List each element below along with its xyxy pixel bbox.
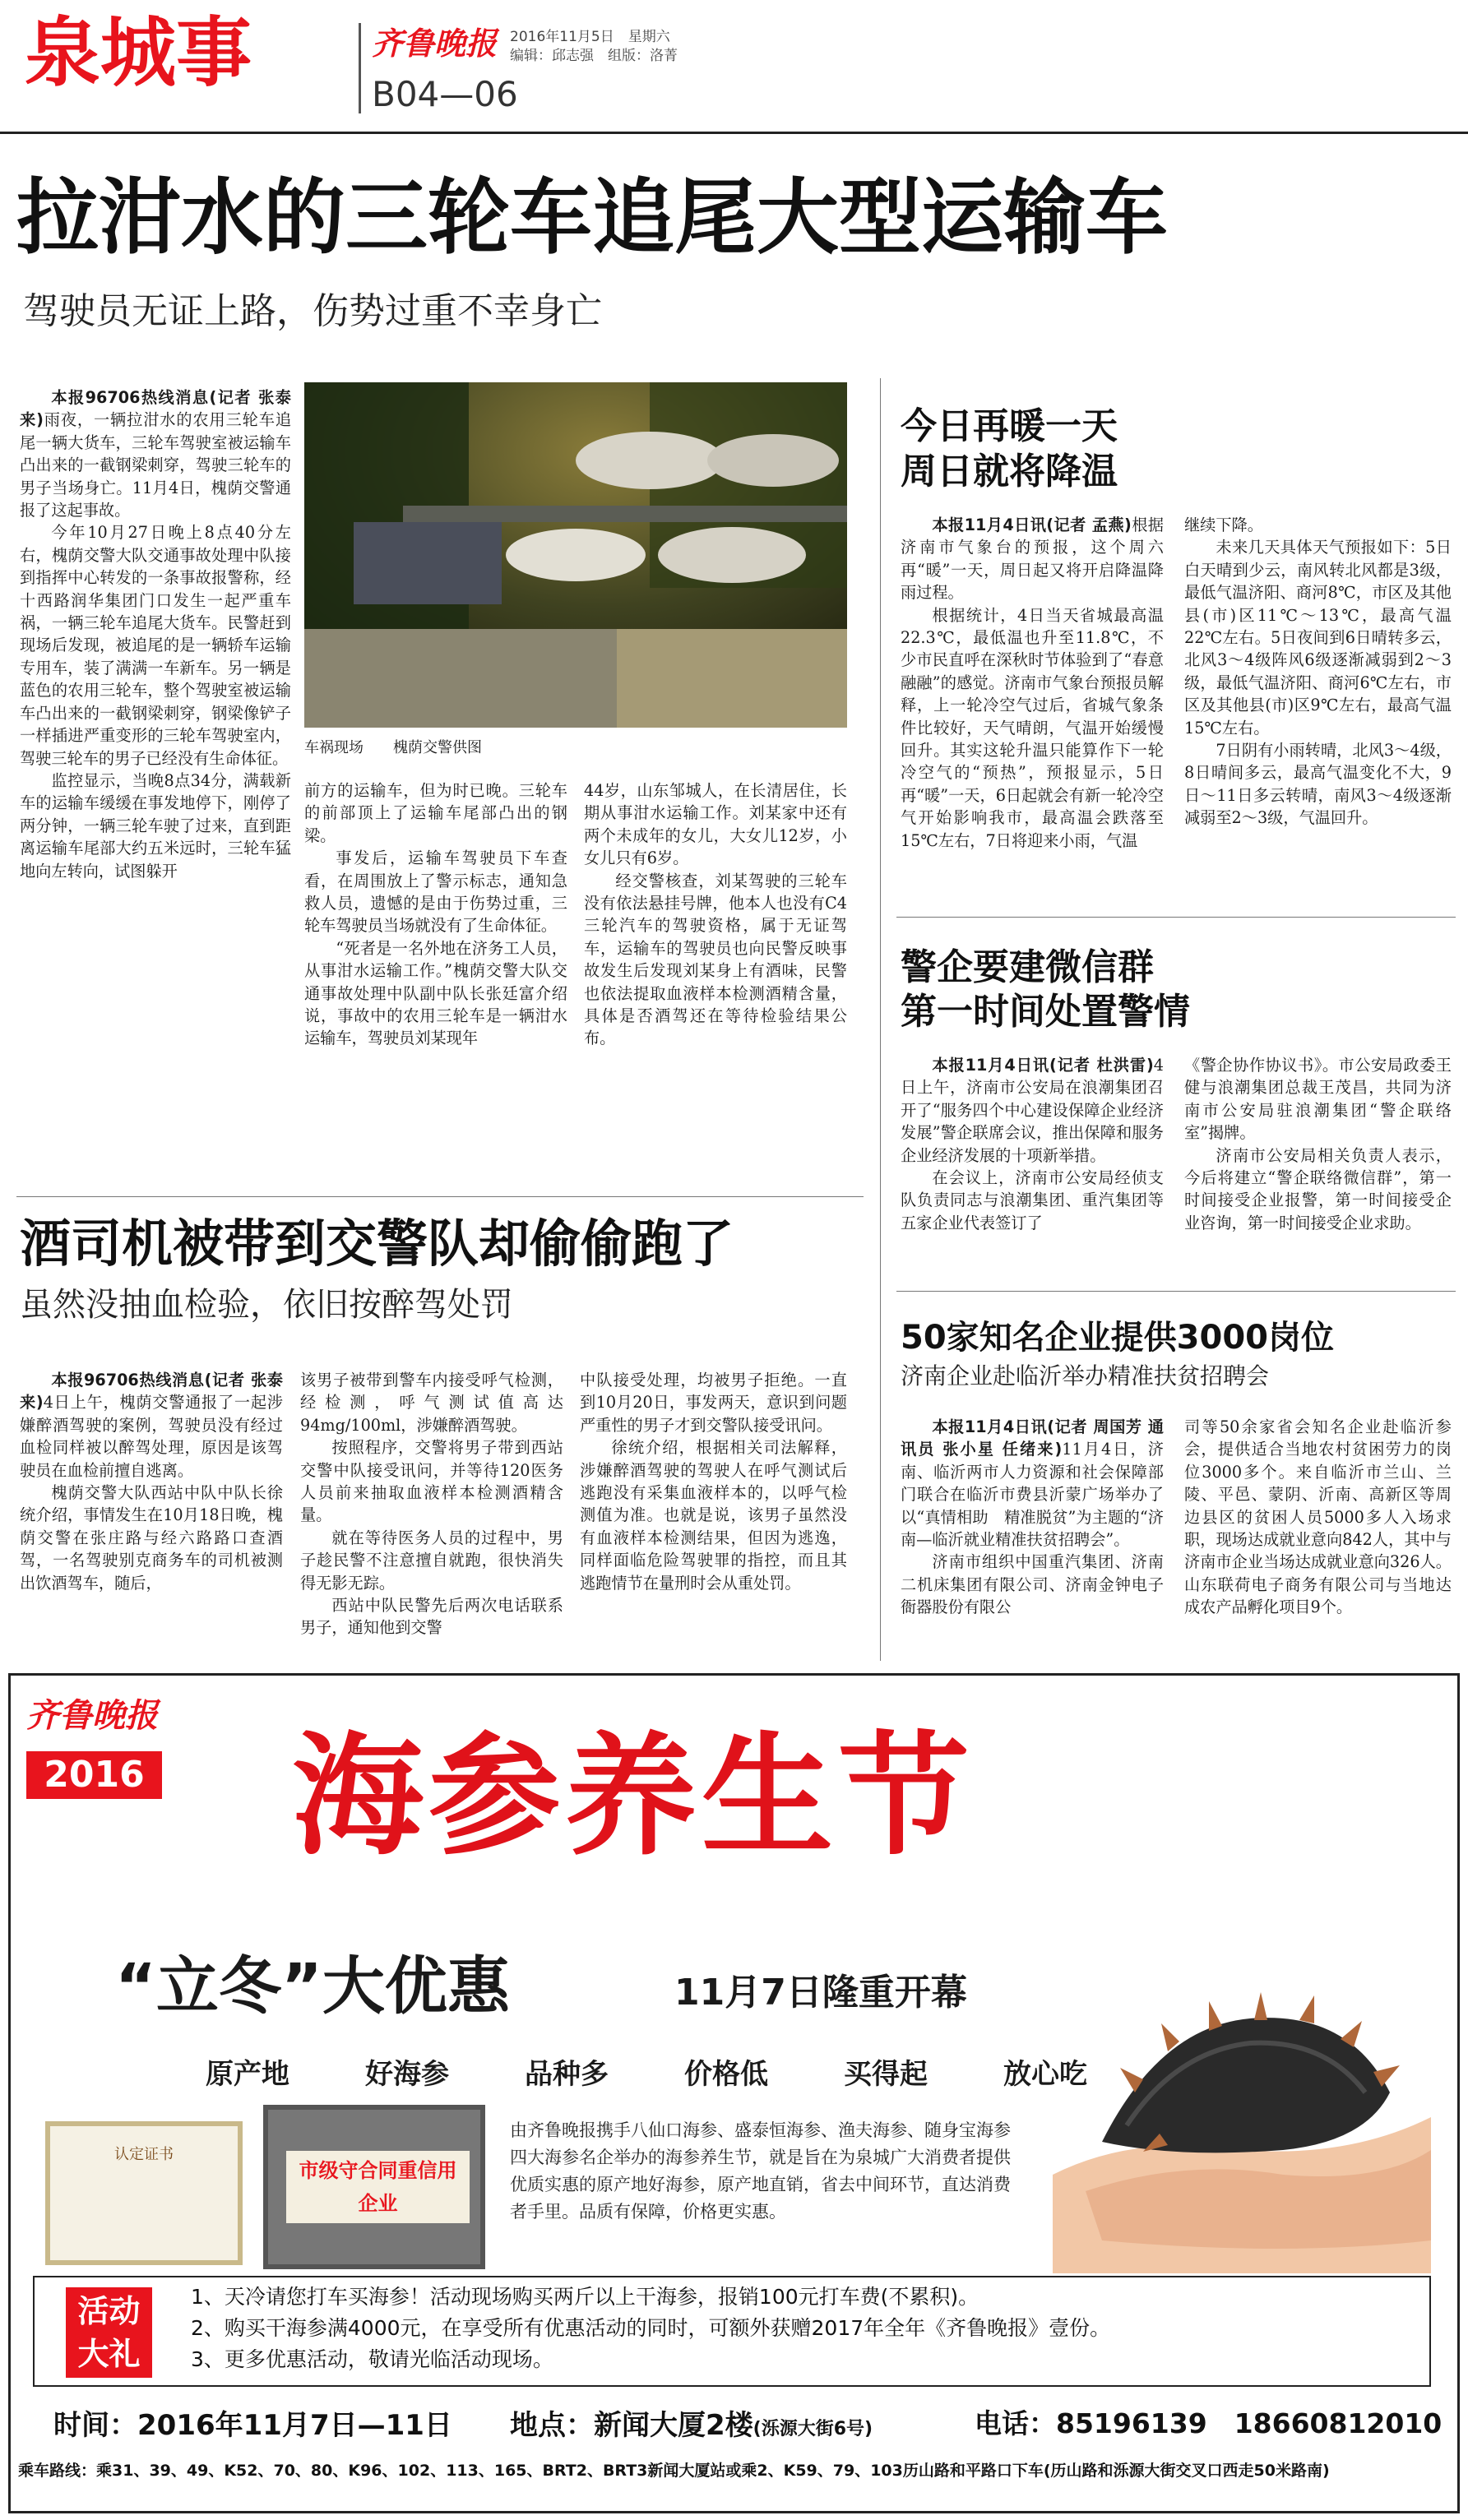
jobs-lead: 本报11月4日讯(记者 周国芳 通讯员 张小星 任绪来): [901, 1417, 1164, 1459]
page-number: B04—06: [372, 74, 518, 114]
ad-logo: 齐鲁晚报: [26, 1696, 158, 1735]
paper-logo: 齐鲁晚报: [372, 25, 498, 62]
weather-col2: [1184, 514, 1452, 830]
feature-item: 好海参: [365, 2058, 449, 2091]
drunk-para7: 中队接受处理，均被男子拒绝。一直到10月20日，事发两天，意识到问题严重性的男子才到交警队接受讯问。: [580, 1371, 847, 1435]
police-para2: 在会议上，济南市公安局经侦支队负责同志与浪潮集团、重汽集团等五家企业代表签订了: [901, 1168, 1164, 1232]
vertical-divider: [880, 378, 881, 1661]
issue-date: 2016年11月5日 星期六: [510, 29, 670, 45]
certificate-2-text: 市级守合同重信用企业: [286, 2151, 470, 2223]
feature-item: 放心吃: [1003, 2058, 1087, 2091]
story1-lead: 本报96706热线消息(记者 张泰来): [20, 388, 291, 430]
drunk-col2: [300, 1369, 563, 1639]
weather-headline-2: 周日就将降温: [901, 451, 1118, 492]
story1-para3: 监控显示，当晚8点34分，满载新车的运输车缓缓在事发地停下，刚停了两分钟，一辆三轮车驶了过来，直到距离运输车尾部大约五米远时，三轮车猛地向左转向，试图躲开: [20, 770, 291, 881]
jobs-para3: 司等50余家省会知名企业赴临沂参会，提供适合当地农村贫困劳力的岗位3000多个。来自临沂市兰山、兰陵、平邑、蒙阴、沂南、高新区等周边县区的贫困人员5000多人入场求职，现场达成就业意向842人，其中与济南市企业当场达成就业意向326人。山东联荷电子商务有限公司与当地达成农产品孵化项目9个。: [1184, 1417, 1452, 1617]
accident-photo-svg: [304, 382, 847, 728]
drunk-headline: 酒司机被带到交警队却偷偷跑了: [20, 1214, 734, 1274]
story1-para4: 前方的运输车，但为时已晚。三轮车的前部顶上了运输车尾部凸出的钢梁。: [304, 781, 567, 845]
drunk-para4: 按照程序，交警将男子带到西站交警中队接受讯问，并等待120医务人员前来抽取血液样本检测酒精含量。: [300, 1438, 563, 1525]
weather-col1: [901, 514, 1164, 852]
weather-para4: 未来几天具体天气预报如下：5日白天晴到少云，南风转北风都是3级，最低气温济阳、商河8℃，市区及其他县(市)区11℃～13℃，最高气温22℃左右。5日夜间到6日晴转多云，北风3～4级阵风6级逐渐减弱到2～3级，最低气温济阳、商河6℃左右，市区及其他县(市)区9℃左右，最高气温15℃左右。: [1184, 538, 1452, 738]
certificate-1-text: 认定证书: [114, 2146, 174, 2163]
story1-col3: [584, 779, 847, 1050]
activity-item: 2、购买干海参满4000元，在享受所有优惠活动的同时，可额外获赠2017年全年《齐鲁晚报》壹份。: [191, 2316, 1111, 2340]
police-headline-2: 第一时间处置警情: [901, 991, 1190, 1033]
activity-item: 3、更多优惠活动，敬请光临活动现场。: [191, 2347, 553, 2371]
drunk-para5: 就在等待医务人员的过程中，男子趁民警不注意擅自就跑，很快消失得无影无踪。: [300, 1528, 563, 1593]
story1-para6: “死者是一名外地在济务工人员，从事泔水运输工作。”槐荫交警大队交通事故处理中队副中队长张廷富介绍说，事故中的农用三轮车是一辆泔水运输车，驾驶员刘某现年: [304, 938, 567, 1048]
jobs-col2: [1184, 1416, 1452, 1619]
sea-cucumber-svg: [1036, 1928, 1447, 2273]
weather-bottom-rule: [896, 917, 1456, 918]
drunk-subtitle: 虽然没抽血检验，依旧按醉驾处罚: [20, 1286, 513, 1324]
certificate-2: [263, 2105, 485, 2269]
police-col1: [901, 1054, 1164, 1234]
photo-caption: 车祸现场 槐荫交警供图: [304, 739, 482, 756]
drunk-para3: 该男子被带到警车内接受呼气检测，经检测，呼气测试值高达94mg/100ml，涉嫌醉酒驾驶。: [300, 1371, 563, 1435]
story1-subtitle: 驾驶员无证上路，伤势过重不幸身亡: [23, 290, 602, 332]
activity-list: [191, 2282, 1408, 2375]
police-para1: 4日上午，济南市公安局在浪潮集团召开了“服务四个中心建设保障企业经济发展”警企联席会议，推出保障和服务企业经济发展的十项新举措。: [901, 1056, 1164, 1165]
masthead-divider: [359, 23, 361, 113]
event-time: 时间：2016年11月7日—11日: [53, 2409, 452, 2442]
drunk-para1: 4日上午，槐荫交警通报了一起涉嫌醉酒驾驶的案例，驾驶员没有经过血检同样被以醉驾处理，原因是该驾驶员在血检前擅自逃离。: [20, 1393, 283, 1480]
jobs-para2: 济南市组织中国重汽集团、济南二机床集团有限公司、济南金钟电子衙器股份有限公: [901, 1552, 1164, 1617]
jobs-col1: [901, 1416, 1164, 1619]
drunk-para2: 槐荫交警大队西站中队中队长徐统介绍，事情发生在10月18日晚，槐荫交警在张庄路与经六路路口查酒驾，一名驾驶别克商务车的司机被测出饮酒驾车，随后，: [20, 1483, 283, 1593]
event-place: [510, 2402, 873, 2443]
story1-para7: 44岁，山东邹城人，在长清居住，长期从事泔水运输工作。刘某家中还有两个未成年的女儿，大女儿12岁，小女儿只有6岁。: [584, 781, 847, 868]
story1-col1: [20, 386, 291, 882]
drunk-para8: 徐统介绍，根据相关司法解释，涉嫌醉酒驾驶的驾驶人在呼气测试后逃跑没有采集血液样本的，以呼气检测值为准。也就是说，该男子虽然没有血液样本检测结果，但因为逃逸，同样面临危险驾驶罪的指控，而且其逃跑情节在量刑时会从重处罚。: [580, 1438, 847, 1593]
bus-route: 乘车路线：乘31、39、49、K52、70、80、K96、102、113、165、BRT2、BRT3新闻大厦站或乘2、K59、79、103历山路和平路口下车(历山路和泺源大街交叉口西走50米路南): [18, 2462, 1330, 2480]
editors-line: 编辑：邱志强 组版：洛菁: [510, 48, 678, 64]
weather-para3: 继续下降。: [1184, 516, 1263, 534]
ad-open-date: 11月7日隆重开幕: [674, 1972, 967, 2014]
event-place-note: (泺源大街6号): [753, 2419, 873, 2439]
story1-para2: 今年10月27日晚上8点40分左右，槐荫交警大队交通事故处理中队接到指挥中心转发的一条事故报警称，经十西路润华集团门口发生一起严重车祸，一辆三轮车追尾大货车。民警赶到现场后发现，被追尾的是一辆轿车运输专用车，装了满满一车新车。另一辆是蓝色的农用三轮车，整个驾驶室被运输车凸出来的一截钢梁刺穿，钢梁像铲子一样插进严重变形的三轮车驾驶室内，驾驶三轮车的男子已经没有生命体征。: [20, 523, 291, 768]
feature-item: 品种多: [525, 2058, 609, 2091]
accident-photo: [304, 382, 847, 728]
weather-para2: 根据统计，4日当天省城最高温22.3℃，最低温也升至11.8℃，不少市民直呼在深秋时节体验到了“春意融融”的感觉。济南市气象台预报员解释，上一轮冷空气过后，省城气象条件比较好，天气晴朗，气温开始缓慢回升。其实这轮升温只能算作下一轮冷空气的“预热”，预报显示，5日再“暖”一天，6日起就会有新一轮冷空气开始影响我市，最高温会跌落至15℃左右，7日将迎来小雨，气温: [901, 605, 1164, 850]
activity-item: 1、天冷请您打车买海参！活动现场购买两斤以上干海参，报销100元打车费(不累积)。: [191, 2285, 979, 2309]
event-phone: 电话：85196139 18660812010: [975, 2407, 1443, 2439]
police-headline-1: 警企要建微信群: [901, 946, 1154, 988]
event-place-text: 地点：新闻大厦2楼: [510, 2409, 753, 2442]
sea-cucumber-image: [1036, 1928, 1447, 2273]
ad-year-badge: 2016: [26, 1751, 162, 1799]
story1-para1: 雨夜，一辆拉泔水的农用三轮车追尾一辆大货车，三轮车驾驶室被运输车凸出来的一截钢梁刺穿，驾驶三轮车的男子当场身亡。11月4日，槐荫交警通报了这起事故。: [20, 410, 292, 520]
police-lead: 本报11月4日讯(记者 杜洪雷): [932, 1056, 1154, 1075]
story1-col2: [304, 779, 567, 1050]
story1-headline: 拉泔水的三轮车追尾大型运输车: [16, 169, 1168, 266]
feature-item: 价格低: [684, 2058, 768, 2091]
feature-item: 买得起: [844, 2058, 928, 2091]
drunk-col3: [580, 1369, 847, 1594]
story1-bottom-rule: [16, 1196, 864, 1197]
ad-intro: 由齐鲁晚报携手八仙口海参、盛泰恒海参、渔夫海参、随身宝海参四大海参名企举办的海参养生节，就是旨在为泉城广大消费者提供优质实惠的原产地好海参，原产地直销，省去中间环节，直达消费者手里。品质有保障，价格更实惠。: [510, 2120, 1011, 2222]
drunk-para6: 西站中队民警先后两次电话联系男子，通知他到交警: [300, 1596, 563, 1638]
ad-features: [206, 2051, 1110, 2092]
story1-para8: 经交警核查，刘某驾驶的三轮车没有依法悬挂号牌，他本人也没有C4三轮汽车的驾驶资格，属于无证驾车，运输车的驾驶员也向民警反映事故发生后发现刘某身上有酒味，民警也依法提取血液样本检测酒精含量，具体是否酒驾还在等待检验结果公布。: [584, 871, 847, 1048]
feature-item: 原产地: [206, 2058, 289, 2091]
ad-title: 海参养生节: [292, 1719, 975, 1873]
story1-para5: 事发后，运输车驾驶员下车查看，在周围放上了警示标志，通知急救人员，遗憾的是由于伤势过重，三轮车驾驶员当场就没有了生命体征。: [304, 848, 567, 936]
weather-lead: 本报11月4日讯(记者 孟燕): [932, 516, 1132, 534]
police-para3: 《警企协作协议书》。市公安局政委王健与浪潮集团总裁王茂昌，共同为济南市公安局驻浪潮集团“警企联络室”揭牌。: [1184, 1056, 1452, 1143]
ad-slogan: “立冬”大优惠: [115, 1949, 510, 2023]
drunk-col1: [20, 1369, 283, 1594]
weather-para5: 7日阴有小雨转晴，北风3～4级，8日晴间多云，最高气温变化不大，9日～11日多云转晴，南风3～4级逐渐减弱至2～3级，气温回升。: [1184, 741, 1452, 828]
police-para4: 济南市公安局相关负责人表示，今后将建立“警企联络微信群”，第一时间接受企业报警，第一时间接受企业咨询，第一时间接受企业求助。: [1184, 1145, 1452, 1232]
section-title: 泉城事: [25, 9, 252, 97]
jobs-headline: 50家知名企业提供3000岗位: [901, 1319, 1334, 1357]
masthead-rule: [0, 132, 1468, 134]
weather-headline-1: 今日再暖一天: [901, 405, 1118, 447]
activity-label: 活动大礼: [66, 2287, 152, 2378]
weather-para1: 根据济南市气象台的预报，这个周六再“暖”一天，周日起又将开启降温降雨过程。: [901, 516, 1164, 603]
police-col2: [1184, 1054, 1452, 1234]
drunk-lead: 本报96706热线消息(记者 张泰来): [20, 1371, 283, 1413]
police-bottom-rule: [896, 1291, 1456, 1292]
jobs-para1: 11月4日，济南、临沂两市人力资源和社会保障部门联合在临沂市费县沂蒙广场举办了以“真情相助 精准脱贫”为主题的“济南—临沂就业精准扶贫招聘会”。: [901, 1440, 1164, 1550]
certificate-1: [45, 2121, 243, 2265]
jobs-subtitle: 济南企业赴临沂举办精准扶贫招聘会: [901, 1362, 1270, 1389]
